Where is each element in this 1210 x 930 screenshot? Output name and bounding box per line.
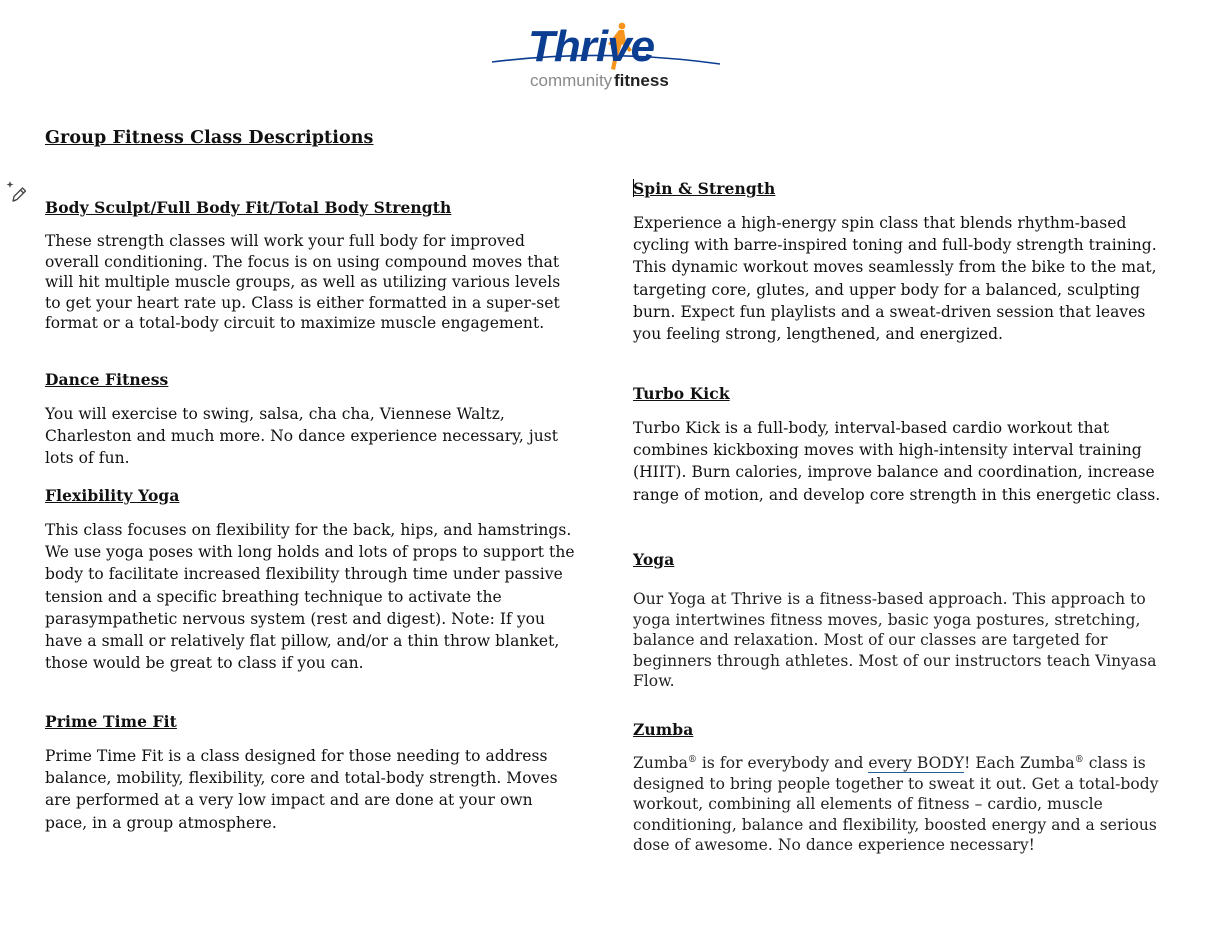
class-body-sculpt xyxy=(45,197,577,334)
section-title: Turbo Kick xyxy=(633,384,730,403)
section-title: Dance Fitness xyxy=(45,370,169,389)
section-title: Zumba xyxy=(633,720,694,739)
every-body-link[interactable]: every BODY xyxy=(868,754,965,772)
section-title: Body Sculpt/Full Body Fit/Total Body Strength xyxy=(45,198,452,217)
class-turbo-kick xyxy=(633,383,1165,506)
section-title: Yoga xyxy=(633,550,675,569)
class-zumba xyxy=(633,719,1165,856)
ai-draft-icon[interactable] xyxy=(5,180,29,204)
section-title: Flexibility Yoga xyxy=(45,486,180,505)
logo-main-text: Thrive xyxy=(528,22,655,71)
page-title: Group Fitness Class Descriptions xyxy=(45,128,374,148)
thrive-logo xyxy=(488,18,724,98)
section-body: You will exercise to swing, salsa, cha cha, Viennese Waltz, Charleston and much more. No dance experience necessary, just lots of fun. xyxy=(45,405,559,468)
class-spin-strength xyxy=(633,178,1165,345)
section-body: These strength classes will work your full body for improved overall conditioning. The focus is on using compound moves that will hit multiple muscle groups, as well as utilizing various levels to get your heart rate up. Class is either formatted in a super-set format or a total-body circuit to maximize muscle engagement. xyxy=(45,232,561,333)
section-body: This class focuses on flexibility for the back, hips, and hamstrings. We use yoga poses with long holds and lots of props to support the body to facilitate increased flexibility through time under passive tension and a specific breathing technique to activate the parasympathetic nervous system (rest and digest). Note: If you have a small or relatively flat pillow, and/or a thin throw blanket, those would be great to class if you can. xyxy=(45,521,575,673)
section-title: Spin & Strength xyxy=(633,179,776,198)
section-body: Zumba® is for everybody and every BODY! Each Zumba® class is designed to bring people together to sweat it out. Get a total-body workout, combining all elements of fitness – cardio, muscle conditioning, balance and flexibility, boosted energy and a serious dose of awesome. No dance experience necessary! xyxy=(633,754,1159,855)
logo-sub-bold: fitness xyxy=(614,71,669,90)
class-flexibility-yoga xyxy=(45,485,577,674)
section-body: Turbo Kick is a full-body, interval-based cardio workout that combines kickboxing moves with high-intensity interval training (HIIT). Burn calories, improve balance and coordination, increase range of motion, and develop core strength in this energetic class. xyxy=(633,419,1161,504)
class-dance-fitness xyxy=(45,369,577,470)
section-title: Prime Time Fit xyxy=(45,712,177,731)
class-prime-time-fit xyxy=(45,711,577,834)
logo-sub-light: community xyxy=(530,71,613,90)
section-body: Our Yoga at Thrive is a fitness-based approach. This approach to yoga intertwines fitness moves, basic yoga postures, stretching, balance and relaxation. Most of our classes are targeted for beginners through athletes. Most of our instructors teach Vinyasa Flow. xyxy=(633,590,1157,691)
section-body: Experience a high-energy spin class that blends rhythm-based cycling with barre-inspired toning and full-body strength training. This dynamic workout moves seamlessly from the bike to the mat, targeting core, glutes, and upper body for a balanced, sculpting burn. Expect fun playlists and a sweat-driven session that leaves you feeling strong, lengthened, and energized. xyxy=(633,214,1157,344)
class-yoga xyxy=(633,549,1165,692)
section-body: Prime Time Fit is a class designed for those needing to address balance, mobility, flexibility, core and total-body strength. Moves are performed at a very low impact and are done at your own pace, in a group atmosphere. xyxy=(45,747,558,832)
